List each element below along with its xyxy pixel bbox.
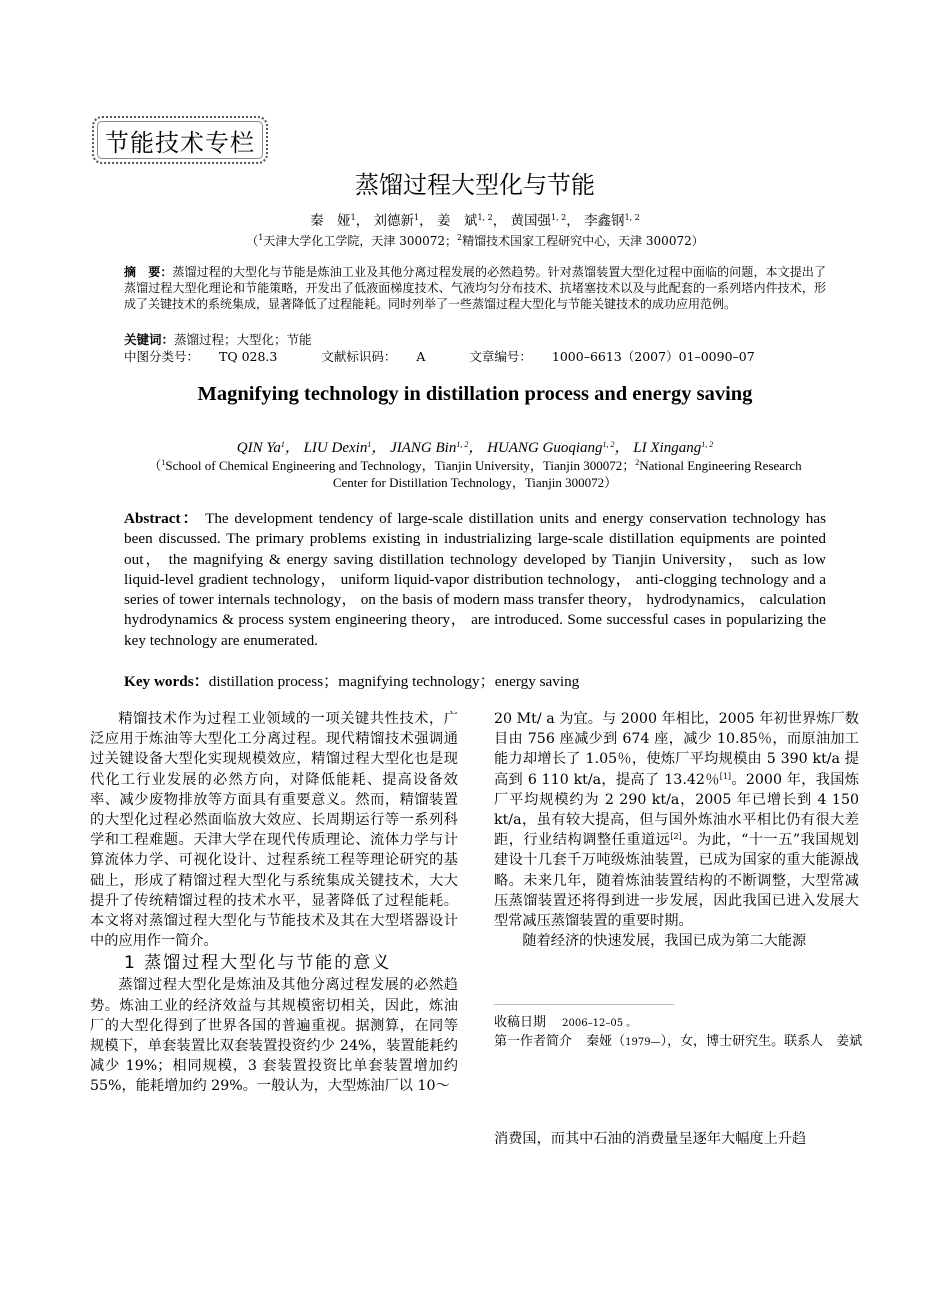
footnote-divider xyxy=(494,1004,674,1005)
body-text: 20 Mt/ a 为宜。与 2000 年相比，2005 年初世界炼厂数目由 756 座减少到 674 座，减少 10.85％，而原油加工能力却增长了 1.05％，使炼厂平均规模由 5 390 kt/a 提高到 6 110 kt/a，提高了 13.42％ xyxy=(494,711,859,788)
author-sup: 1, 2 xyxy=(456,440,469,449)
keywords-cn-text: 蒸馏过程；大型化；节能 xyxy=(174,332,312,347)
doc-code-value: A xyxy=(416,349,426,364)
author-sup: 1 xyxy=(367,440,372,449)
keywords-cn xyxy=(124,330,312,348)
author-info-label: 第一作者简介 xyxy=(494,1034,573,1049)
author-sup: 1 xyxy=(350,213,356,222)
author-name: 刘德新 xyxy=(373,213,415,229)
received-date: 2006–12–05 。 xyxy=(562,1018,637,1029)
classification-line xyxy=(124,347,795,365)
affil-paren: （ xyxy=(148,458,162,473)
affil-text: 精馏技术国家工程研究中心，天津 300072） xyxy=(462,234,704,248)
affiliation-en xyxy=(140,457,810,491)
body-text: 。2000 年，我国炼厂平均规模约为 2 290 kt/a，2005 年已增长到 4 150 kt/a，虽有较大提高，但与国外炼油水平相比仍有很大差距，行业结构调整任重道远 xyxy=(494,771,859,849)
abstract-en xyxy=(124,509,826,651)
author-info-rest: ），女，博士研究生。联系人 姜斌 xyxy=(660,1034,863,1049)
keywords-en-text: distillation process；magnifying technology；energy saving xyxy=(208,673,580,690)
clc-value: TQ 028.3 xyxy=(219,349,278,364)
author-info-year: 1979— xyxy=(625,1037,661,1048)
affil-sup: 1 xyxy=(258,233,264,242)
body-continuation: 消费国，而其中石油的消费量呈逐年大幅度上升趋 xyxy=(494,1131,807,1147)
body-paragraph: 蒸馏过程大型化是炼油及其他分离过程发展的必然趋势。炼油工业的经济效益与其规模密切相关，因此，炼油厂的大型化得到了世界各国的普遍重视。据测算，在同等规模下，单套装置比双套装置投资约少 24%，装置能耗约减少 19%；相同规模，3 套装置投资比单套装置增加约 55%，能耗增加约 29%。一般认为，大型炼油厂以 10～ xyxy=(90,977,458,1095)
footnote-author xyxy=(494,1032,950,1052)
abstract-cn xyxy=(124,265,826,312)
affil-sup: 2 xyxy=(457,233,463,242)
citation-ref: [2] xyxy=(670,832,682,842)
section-tag: 节能技术专栏 xyxy=(92,116,268,164)
authors-en: QIN Ya$^1$， LIU Dexin$^1$， JIANG Bin$^{1, 2}$， HUANG Guoqiang$^{1, 2}$， LI Xingang$^{1, 2}$ xyxy=(236,440,714,456)
body-paragraph: 随着经济的快速发展，我国已成为第二大能源 xyxy=(522,933,807,950)
author-name: LIU Dexin xyxy=(303,440,368,456)
keywords-en-label: Key words： xyxy=(124,673,209,690)
article-number-label: 文章编号： xyxy=(469,349,532,364)
body-paragraph xyxy=(494,709,859,931)
author-sup: 1, 2 xyxy=(602,440,615,449)
doc-code-label: 文献标识码： xyxy=(321,349,397,364)
keywords-cn-label: 关键词： xyxy=(124,332,175,347)
doc-code-field xyxy=(321,349,445,364)
affil-paren: （ xyxy=(246,234,259,248)
received-label: 收稿日期 xyxy=(494,1015,547,1030)
clc-field xyxy=(124,349,297,364)
body-left-column xyxy=(90,709,458,1097)
body-paragraph: 精馏技术作为过程工业领域的一项关键共性技术，广泛应用于炼油等大型化工分离过程。现代精馏技术强调通过关键设备大型化实现规模效应，精馏过程大型化也是现代化工行业发展的必然方向，对降低能耗、提高设备效率、减少废物排放等方面具有重要意义。然而，精馏装置的大型化过程必然面临放大效应、长周期运行等一系列科学和工程难题。天津大学在现代传质理论、流体力学与计算流体力学、可视化设计、过程系统工程等理论研究的基础上，形成了精馏过程大型化与系统集成关键技术，大大提升了传统精馏过程的技术水平，显著降低了过程能耗。本文将对蒸馏过程大型化与节能技术及其在大型塔器设计中的应用作一简介。 xyxy=(90,711,458,950)
article-number-value: 1000–6613（2007）01–0090–07 xyxy=(551,349,755,364)
author-sup: 1, 2 xyxy=(701,440,714,449)
affil-text: School of Chemical Engineering and Technology，Tianjin University，Tianjin 300072； xyxy=(165,458,636,473)
author-sup: 1 xyxy=(280,440,285,449)
article-number-field xyxy=(469,349,774,364)
keywords-en xyxy=(124,670,579,691)
author-name: QIN Ya xyxy=(236,440,281,456)
abstract-cn-text: 蒸馏过程的大型化与节能是炼油工业及其他分离过程发展的必然趋势。针对蒸馏装置大型化过程中面临的问题，本文提出了蒸馏过程大型化理论和节能策略，开发出了低液面梯度技术、气液均匀分布技术、抗堵塞技术以及与此配套的一系列塔内件技术，形成了关键技术的系统集成，显著降低了过程能耗。同时列举了一些蒸馏过程大型化与节能关键技术的成功应用范例。 xyxy=(124,265,826,311)
author-sup: 1, 2 xyxy=(477,213,493,222)
author-name: 李鑫钢 xyxy=(584,213,625,229)
affiliation-cn xyxy=(0,232,950,249)
title-en: Magnifying technology in distillation process and energy saving xyxy=(197,383,753,405)
citation-ref: [1] xyxy=(719,771,732,781)
body-text: 。为此，“十一五”我国规划建设十几套千万吨级炼油装置，已成为国家的重大能源战略。未来几年，随着炼油装置结构的不断调整，大型常减压蒸馏装置还将得到进一步发展，因此我国已进入发展大型常减压蒸馏装置的重要时期。 xyxy=(494,832,859,930)
authors-cn: 秦 娅$^1$， 刘德新$^1$， 姜 斌$^{1, 2}$， 黄国强$^{1, 2}$， 李鑫钢$^{1, 2}$ xyxy=(310,213,640,229)
author-sup: 1 xyxy=(414,213,420,222)
author-name: JIANG Bin xyxy=(390,440,457,456)
affil-text: National Engineering Research Center for Distillation Technology，Tianjin 300072） xyxy=(332,458,802,490)
title-cn: 蒸馏过程大型化与节能 xyxy=(355,171,595,199)
clc-label: 中图分类号： xyxy=(124,349,200,364)
affil-sup: 2 xyxy=(635,458,640,467)
author-info-name: 秦娅（ xyxy=(586,1034,626,1049)
affil-text: 天津大学化工学院，天津 300072； xyxy=(263,234,457,248)
affil-sup: 1 xyxy=(161,458,166,467)
footnote-received xyxy=(494,1013,950,1033)
author-name: 黄国强 xyxy=(510,213,551,229)
body-right-column xyxy=(494,709,859,951)
author-sup: 1, 2 xyxy=(551,213,567,222)
author-name: HUANG Guoqiang xyxy=(487,440,603,456)
author-name: LI Xingang xyxy=(633,440,702,456)
author-sup: 1, 2 xyxy=(624,213,640,222)
abstract-cn-label: 摘 要： xyxy=(124,265,173,279)
abstract-en-text: The development tendency of large-scale distillation units and energy conservation technology has been discussed. The primary problems existing in industrializing large-scale distillation equipments are pointed out， the magnifying & energy saving distillation technology developed by Tianjin University， such as low liquid-level gradient technology， uniform liquid-vapor distribution technology， anti-clogging technology and a series of tower internals technology， on the basis of modern mass transfer theory， hydrodynamics， calculation hydrodynamics & process system engineering theory， are introduced. Some successful cases in popularizing the key technology are enumerated. xyxy=(124,510,826,649)
abstract-en-label: Abstract： xyxy=(124,510,200,527)
author-name: 秦 娅 xyxy=(310,213,351,229)
author-name: 姜 斌 xyxy=(436,213,478,229)
section-heading: 1 蒸馏过程大型化与节能的意义 xyxy=(124,953,392,974)
